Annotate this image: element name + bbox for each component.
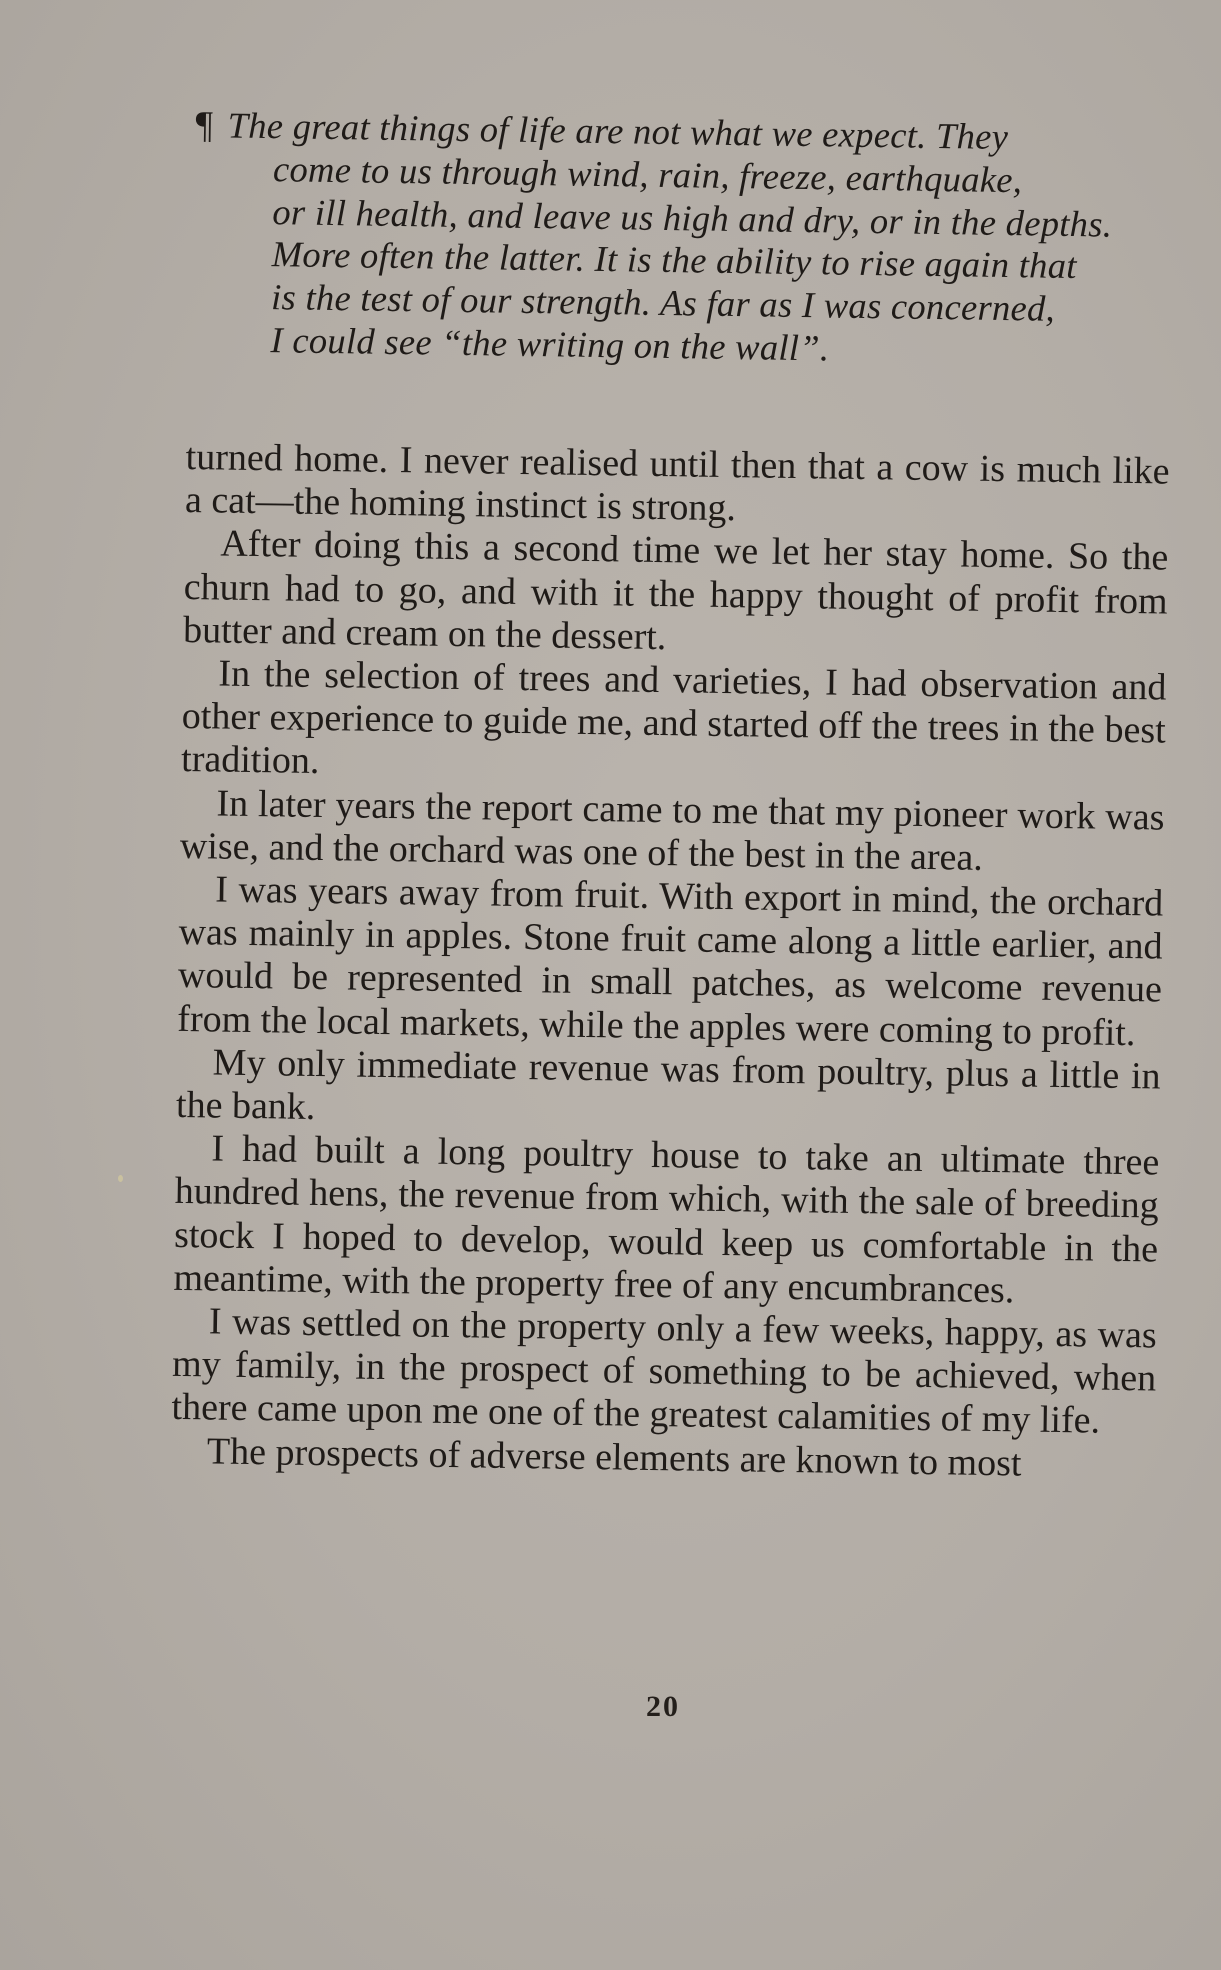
- paragraph: My only immediate revenue was from poultry, plus a little in the bank.: [175, 1041, 1161, 1129]
- paragraph: I was years away from fruit. With export in mind, the orchard was mainly in apples. Stone fruit came along a little earlier, and would be represented in small patches, as welcome revenue from the local markets, while the apples were coming to profit.: [177, 868, 1164, 1054]
- paragraph-continues: The prospects of adverse elements are known to most: [206, 1430, 1022, 1485]
- epigraph-line: is the test of our strength. As far as I was concerned,: [270, 276, 1056, 329]
- epigraph-line: More often the latter. It is the ability to rise again that: [271, 233, 1078, 287]
- paragraph: I had built a long poultry house to take an ultimate three hundred hens, the revenue from which, with the sale of breeding stock I hoped to develop, would keep us comfortable in the meantime, with the property free of any encumbrances.: [173, 1127, 1160, 1312]
- epigraph-line: I could see “the writing on the wall”.: [270, 319, 830, 369]
- paragraph: In later years the report came to me that my pioneer work was wise, and the orchard was one of the best in the area.: [179, 782, 1165, 879]
- paragraph: In the selection of trees and varieties, I had observation and other experience to guide me, and started off the trees in the best tradition.: [180, 652, 1167, 783]
- epigraph-line: come to us through wind, rain, freeze, earthquake,: [272, 147, 1023, 201]
- paragraph-continued: turned home. I never realised until then that a cow is much like a cat—the homing instinct is strong.: [184, 436, 1170, 530]
- epigraph-line: ¶ The great things of life are not what we expect. They: [195, 104, 1009, 158]
- pilcrow-mark: ¶: [195, 104, 214, 147]
- epigraph-line: or ill health, and leave us high and dry, or in the depths.: [272, 190, 1113, 245]
- body-text: [171, 436, 1170, 1487]
- paper-speck: [118, 1175, 123, 1182]
- epigraph-quote: [192, 104, 1180, 375]
- paragraph: I was settled on the property only a few weeks, happy, as was my family, in the prospect of something to be achieved, when there came upon me one of the greatest calamities of my life.: [171, 1300, 1158, 1443]
- paragraph: After doing this a second time we let her stay home. So the churn had to go, and with it the happy thought of profit from butter and cream on the dessert.: [182, 522, 1169, 658]
- page-number: 20: [646, 1690, 680, 1723]
